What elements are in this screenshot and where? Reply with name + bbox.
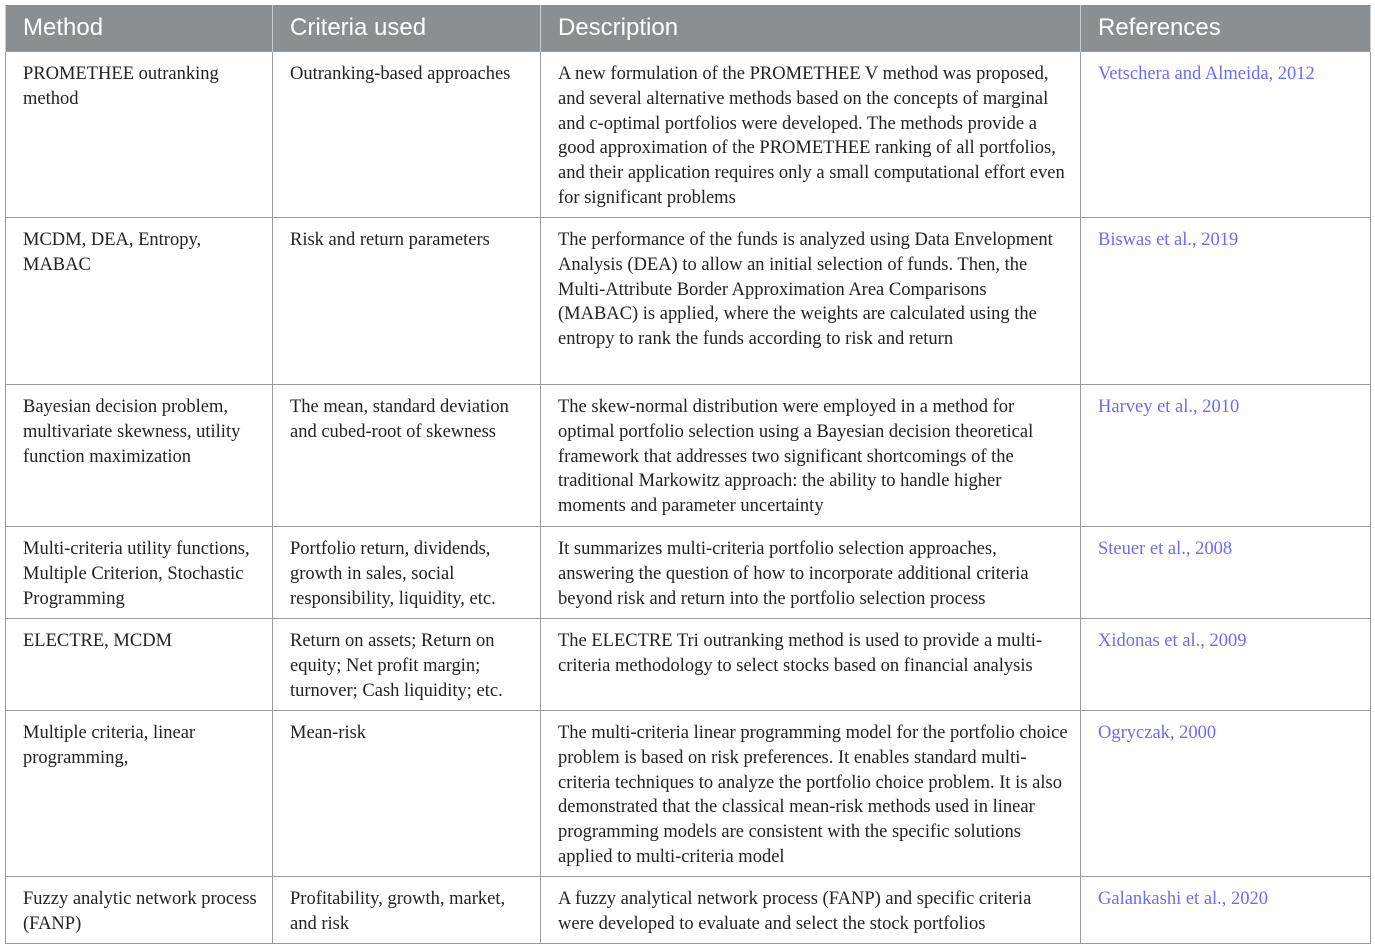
method-cell: Fuzzy analytic network process (FANP) <box>6 877 273 944</box>
reference-link[interactable]: Biswas et al., 2019 <box>1081 218 1371 385</box>
method-cell: Bayesian decision problem, multivariate skewness, utility function maximization <box>6 385 273 527</box>
method-cell: ELECTRE, MCDM <box>6 619 273 711</box>
criteria-cell: Profitability, growth, market, and risk <box>273 877 541 944</box>
criteria-cell: Portfolio return, dividends, growth in sales, social responsibility, liquidity, etc. <box>273 527 541 619</box>
criteria-cell: Mean-risk <box>273 711 541 877</box>
description-cell: The ELECTRE Tri outranking method is used to provide a multi-criteria methodology to select stocks based on financial analysis <box>541 619 1081 711</box>
table-header-row <box>6 5 1371 52</box>
description-cell: It summarizes multi-criteria portfolio selection approaches, answering the question of how to incorporate additional criteria beyond risk and return into the portfolio selection process <box>541 527 1081 619</box>
criteria-cell: The mean, standard deviation and cubed-root of skewness <box>273 385 541 527</box>
method-cell: Multiple criteria, linear programming, <box>6 711 273 877</box>
description-cell: The skew-normal distribution were employed in a method for optimal portfolio selection using a Bayesian decision theoretical framework that addresses two significant shortcomings of the traditional Markowitz approach: the ability to handle higher moments and parameter uncertainty <box>541 385 1081 527</box>
method-cell: MCDM, DEA, Entropy, MABAC <box>6 218 273 385</box>
method-cell: PROMETHEE outranking method <box>6 52 273 218</box>
table-row <box>6 385 1371 527</box>
table-row <box>6 52 1371 218</box>
reference-link[interactable]: Ogryczak, 2000 <box>1081 711 1371 877</box>
method-cell: Multi-criteria utility functions, Multiple Criterion, Stochastic Programming <box>6 527 273 619</box>
table-row <box>6 711 1371 877</box>
description-cell: A new formulation of the PROMETHEE V method was proposed, and several alternative methods based on the concepts of marginal and c-optimal portfolios were developed. The methods provide a good approximation of the PROMETHEE ranking of all portfolios, and their application requires only a small computational effort even for significant problems <box>541 52 1081 218</box>
table-row <box>6 218 1371 385</box>
criteria-cell: Return on assets; Return on equity; Net profit margin; turnover; Cash liquidity; etc. <box>273 619 541 711</box>
header-description: Description <box>541 5 1081 52</box>
portfolio-methods-table <box>5 5 1371 944</box>
description-cell: A fuzzy analytical network process (FANP) and specific criteria were developed to evaluate and select the stock portfolios <box>541 877 1081 944</box>
header-method: Method <box>6 5 273 52</box>
table-row <box>6 877 1371 944</box>
table-row <box>6 619 1371 711</box>
description-cell: The performance of the funds is analyzed using Data Envelopment Analysis (DEA) to allow an initial selection of funds. Then, the Multi-Attribute Border Approximation Area Comparisons (MABAC) is applied, where the weights are calculated using the entropy to rank the funds according to risk and return <box>541 218 1081 385</box>
header-criteria-used: Criteria used <box>273 5 541 52</box>
reference-link[interactable]: Vetschera and Almeida, 2012 <box>1081 52 1371 218</box>
reference-link[interactable]: Steuer et al., 2008 <box>1081 527 1371 619</box>
reference-link[interactable]: Harvey et al., 2010 <box>1081 385 1371 527</box>
description-cell: The multi-criteria linear programming model for the portfolio choice problem is based on risk preferences. It enables standard multi-criteria techniques to analyze the portfolio choice problem. It is also demonstrated that the classical mean-risk methods used in linear programming models are consistent with the specific solutions applied to multi-criteria model <box>541 711 1081 877</box>
header-references: References <box>1081 5 1371 52</box>
criteria-cell: Risk and return parameters <box>273 218 541 385</box>
reference-link[interactable]: Galankashi et al., 2020 <box>1081 877 1371 944</box>
reference-link[interactable]: Xidonas et al., 2009 <box>1081 619 1371 711</box>
table-row <box>6 527 1371 619</box>
criteria-cell: Outranking-based approaches <box>273 52 541 218</box>
